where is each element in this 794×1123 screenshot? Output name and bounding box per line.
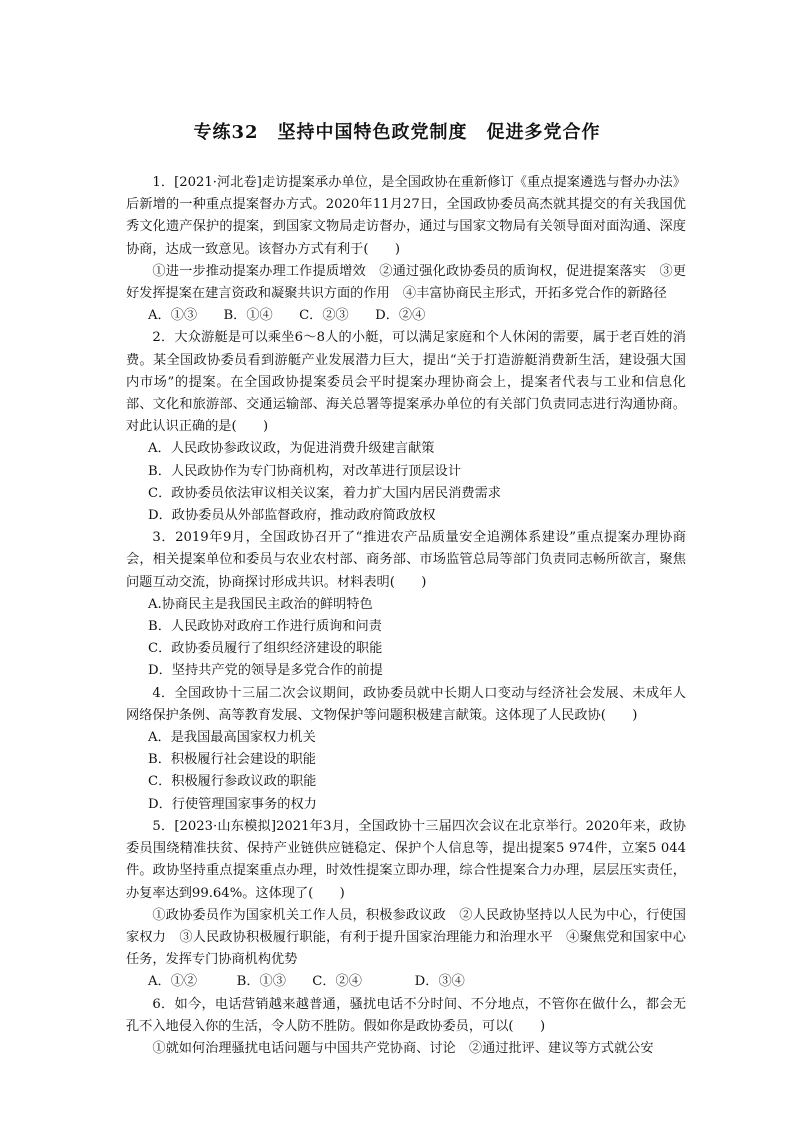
option-b: B．人民政协作为专门协商机构，对改革进行顶层设计	[148, 463, 462, 479]
question-stem: 4．全国政协十三届二次会议期间，政协委员就中长期人口变动与经济社会发展、未成年人网络保护条例、高等教育发展、文物保护等问题积极建言献策。这体现了人民政协( )	[126, 685, 686, 723]
option-d: D．坚持共产党的领导是多党合作的前提	[148, 663, 383, 679]
question-stem: 2．大众游艇是可以乘坐6～8人的小艇，可以满足家庭和个人休闲的需要，属于老百姓的消费。某全国政协委员看到游艇产业发展潜力巨大，提出“关于打造游艇消费新生活，建设强大国内市场”的提案。在全国政协提案委员会平时提案办理协商会上，提案者代表与工业和信息化部、文化和旅游部、交通运输部、海关总署等提案承办单位的有关部门负责同志进行沟通协商。对此认识正确的是( )	[126, 330, 686, 435]
question-5	[126, 816, 686, 994]
option-b: B．积极履行社会建设的职能	[148, 752, 316, 768]
option-b: B．人民政协对政府工作进行质询和问责	[148, 619, 382, 635]
option-c: C．政协委员依法审议相关议案，着力扩大国内居民消费需求	[148, 485, 501, 501]
question-3	[126, 527, 686, 682]
question-statements: ①进一步推动提案办理工作提质增效 ②通过强化政协委员的质询权，促进提案落实 ③更好发挥提案在建言资政和凝聚共识方面的作用 ④丰富协商民主形式，开拓多党合作的新路径	[126, 263, 686, 302]
option-c: C．积极履行参政议政的职能	[148, 774, 317, 790]
question-stem: 5．[2023·山东模拟]2021年3月，全国政协十三届四次会议在北京举行。2020年来，政协委员围绕精准扶贫、保持产业链供应链稳定、保护个人信息等，提出提案5 974件，立案5 044件。政协坚持重点提案重点办理，时效性提案立即办理，综合性提案合力办理，层层压实责任，办复率达到99.64%。这体现了( )	[126, 818, 686, 901]
question-list	[126, 172, 686, 1060]
option-a: A．是我国最高国家权力机关	[148, 730, 316, 746]
question-statements: ①政协委员作为国家机关工作人员，积极参政议政 ②人民政协坚持以人民为中心，行使国家权力 ③人民政协积极履行职能，有利于提升国家治理能力和治理水平 ④聚焦党和国家中心任务，发挥专门协商机构优势	[126, 907, 686, 968]
question-stem: 3．2019年9月，全国政协召开了“推进农产品质量安全追溯体系建设”重点提案办理协商会，相关提案单位和委员与农业农村部、商务部、市场监管总局等部门负责同志畅所欲言，聚焦问题互动交流，协商探讨形成共识。材料表明( )	[126, 530, 686, 590]
question-stem: 1．[2021·河北卷]走访提案承办单位，是全国政协在重新修订《重点提案遴选与督办办法》后新增的一种重点提案督办方式。2020年11月27日，全国政协委员高杰就其提交的有关我国优秀文化遗产保护的提案，到国家文物局走访督办，通过与国家文物局有关领导面对面沟通、深度协商，达成一致意见。该督办方式有利于( )	[126, 175, 686, 257]
question-choices: A．①② B．①③ C．②④ D．③④	[148, 974, 465, 990]
question-4	[126, 683, 686, 816]
option-d: D．行使管理国家事务的权力	[148, 796, 317, 812]
question-choices: A．①③ B．①④ C．②③ D．②④	[148, 308, 426, 324]
question-1	[126, 172, 686, 327]
question-2	[126, 327, 686, 527]
page-title: 专练32 坚持中国特色政党制度 促进多党合作	[193, 122, 601, 143]
option-a: A．人民政协参政议政，为促进消费升级建言献策	[148, 441, 435, 457]
option-a: A.协商民主是我国民主政治的鲜明特色	[148, 596, 373, 612]
option-d: D．政协委员从外部监督政府，推动政府简政放权	[148, 508, 436, 524]
question-stem: 6．如今，电话营销越来越普通，骚扰电话不分时间、不分地点，不管你在做什么，都会无孔不入地侵入你的生活，令人防不胜防。假如你是政协委员，可以( )	[126, 996, 686, 1034]
option-c: C．政协委员履行了组织经济建设的职能	[148, 641, 383, 657]
question-6	[126, 994, 686, 1061]
question-statements: ①就如何治理骚扰电话问题与中国共产党协商、讨论 ②通过批评、建议等方式就公安	[152, 1040, 654, 1056]
